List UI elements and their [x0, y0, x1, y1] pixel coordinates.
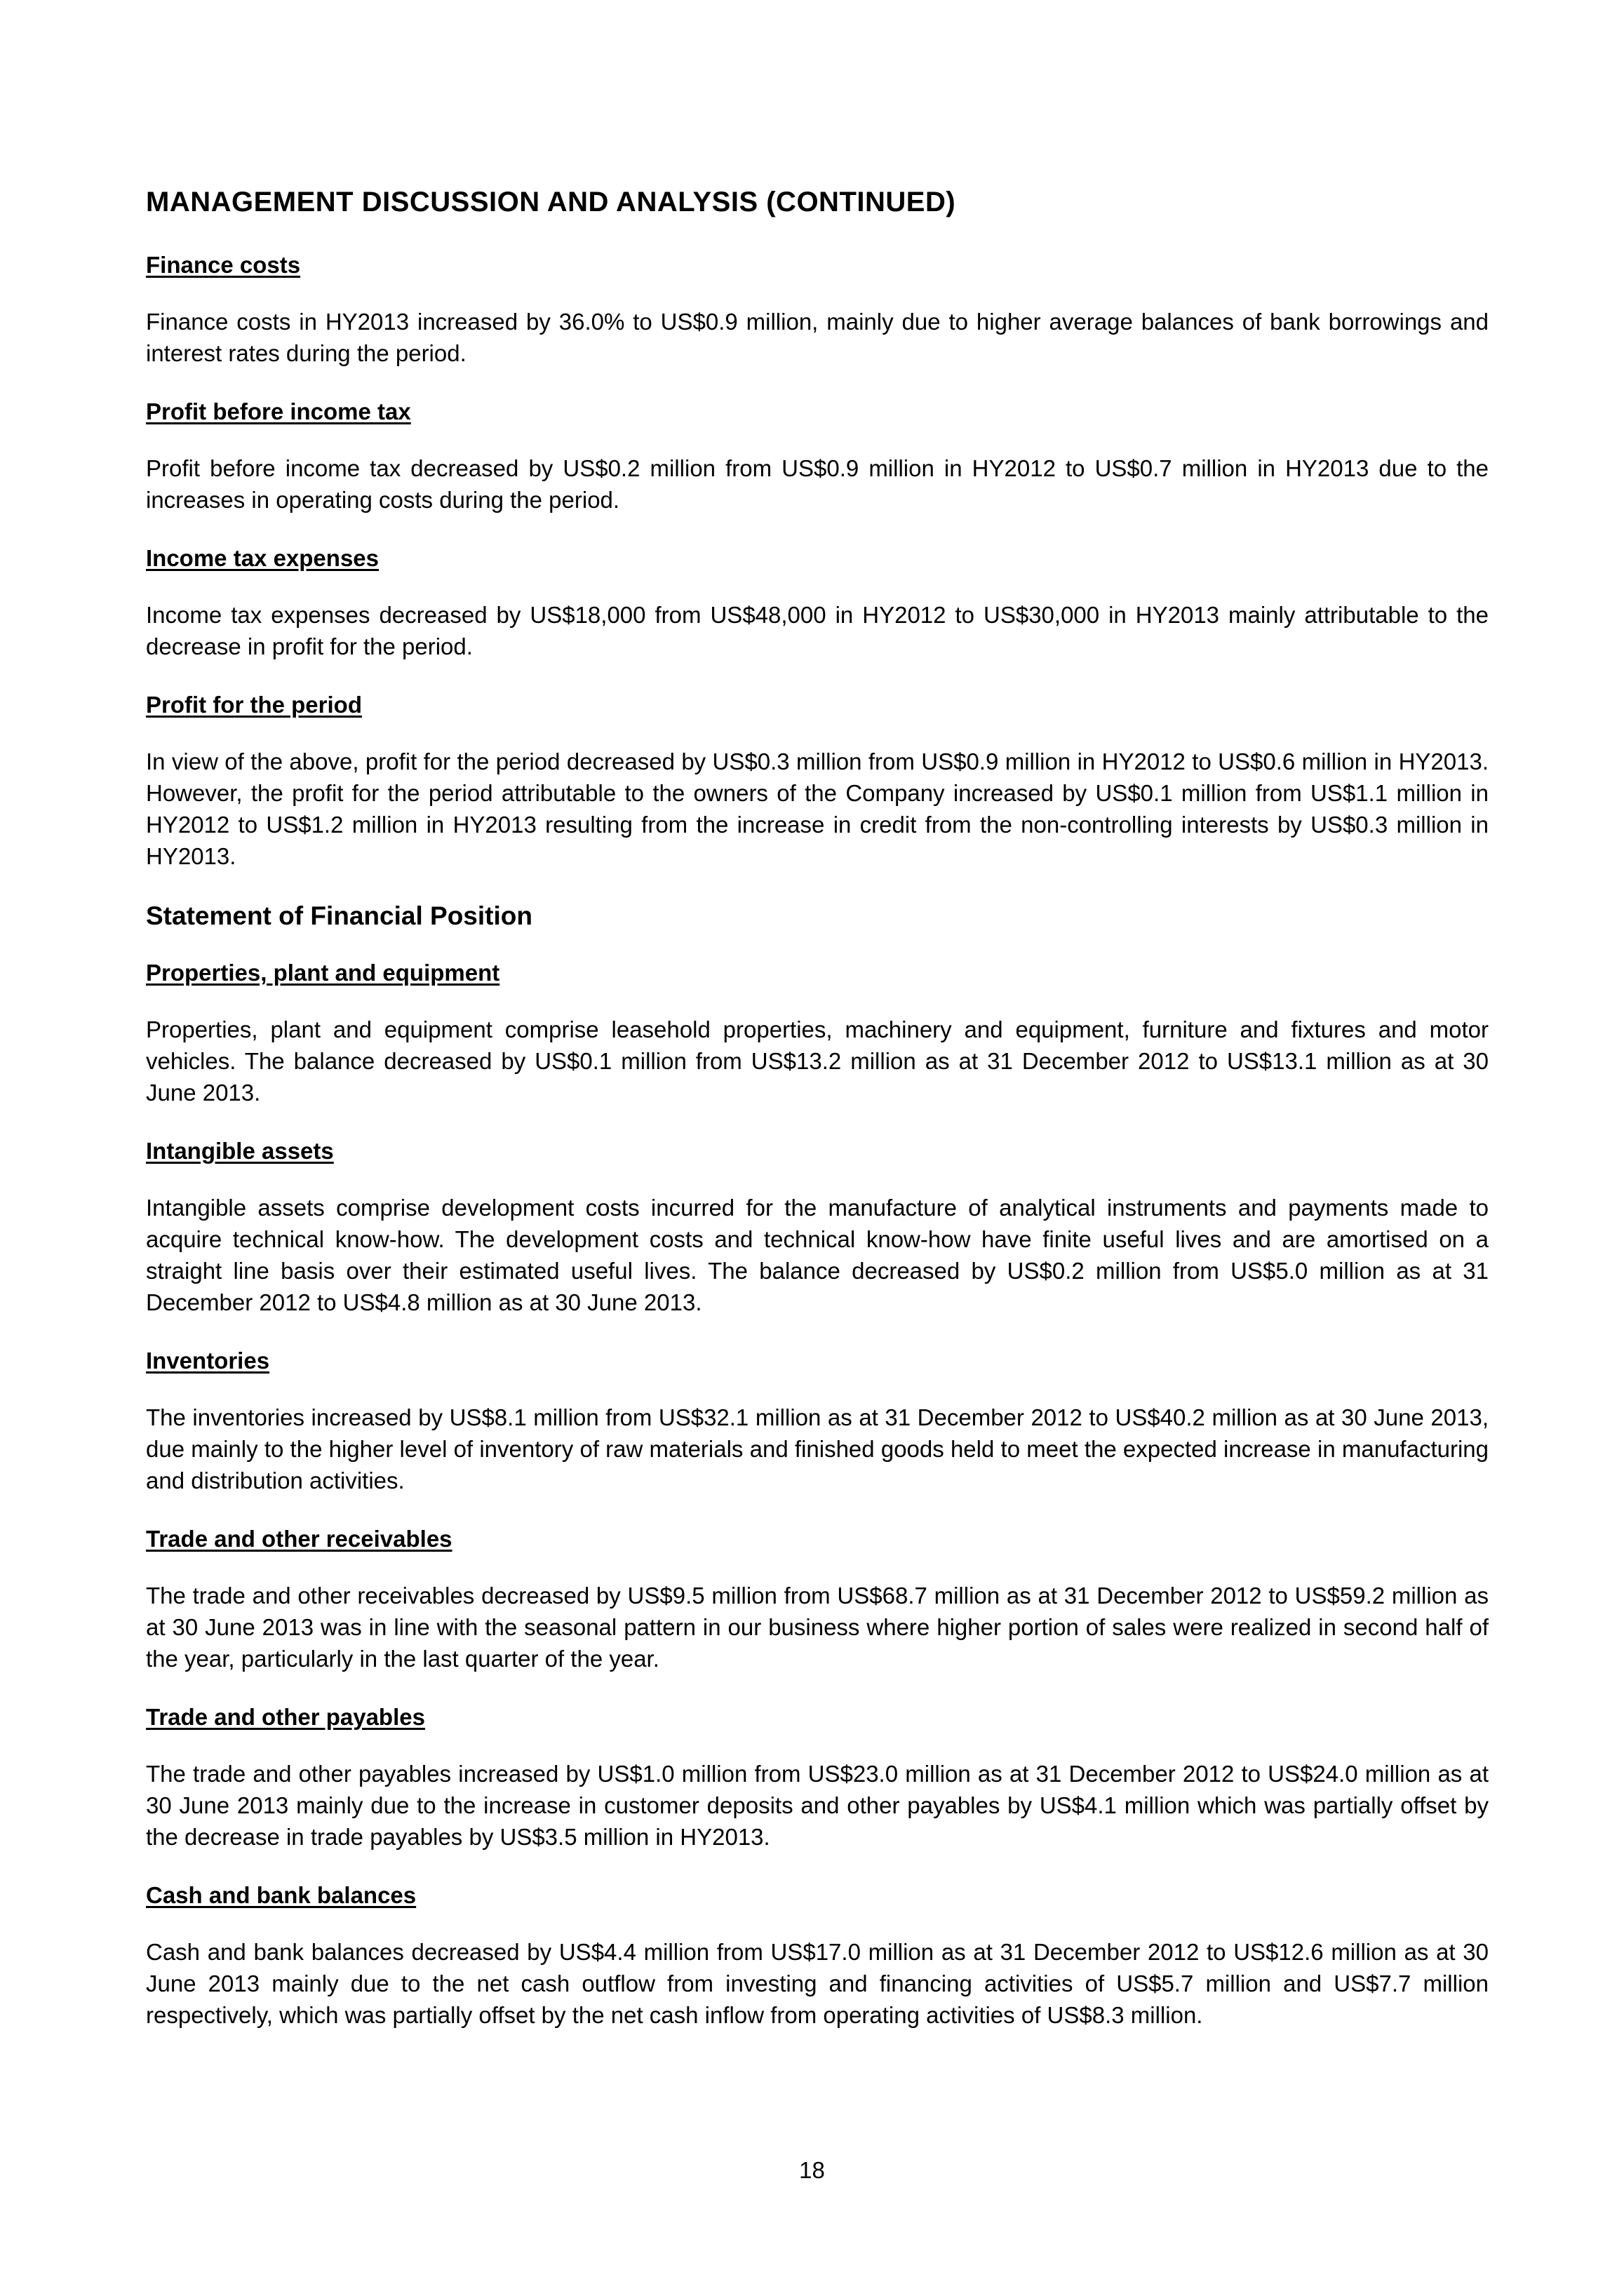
intangible-assets-block [146, 1138, 1489, 1318]
profit-before-tax-paragraph: Profit before income tax decreased by US$0.2 million from US$0.9 million in HY2012 to US$0.7 million in HY2013 due to the increases in operating costs during the period. [146, 455, 1489, 513]
payables-block [146, 1704, 1489, 1853]
profit-period-heading: Profit for the period [146, 692, 362, 718]
receivables-paragraph: The trade and other receivables decreased by US$9.5 million from US$68.7 million as at 31 December 2012 to US$59.2 million as at 30 June 2013 was in line with the seasonal pattern in our business where higher portion of sales were realized in second half of the year, particularly in the last quarter of the year. [146, 1583, 1489, 1672]
page-title: MANAGEMENT DISCUSSION AND ANALYSIS (CONTINUED) [146, 187, 956, 217]
receivables-heading: Trade and other receivables [146, 1526, 452, 1552]
inventories-block [146, 1348, 1489, 1496]
profit-period-paragraph: In view of the above, profit for the period decreased by US$0.3 million from US$0.9 million in HY2012 to US$0.6 million in HY2013. However, the profit for the period attributable to the owners of the Company increased by US$0.1 million from US$1.1 million in HY2012 to US$1.2 million in HY2013 resulting from the increase in credit from the non-controlling interests by US$0.3 million in HY2013. [146, 748, 1489, 869]
profit-before-tax-heading: Profit before income tax [146, 398, 411, 424]
receivables-block [146, 1526, 1489, 1674]
profit-before-tax-block [146, 398, 1489, 516]
intangible-assets-paragraph: Intangible assets comprise development costs incurred for the manufacture of analytical instruments and payments made to acquire technical know-how. The development costs and technical know-how have finite useful lives and are amortised on a straight line basis over their estimated useful lives. The balance decreased by US$0.2 million from US$5.0 million as at 31 December 2012 to US$4.8 million as at 30 June 2013. [146, 1195, 1489, 1315]
ppe-block [146, 960, 1489, 1108]
intangible-assets-heading: Intangible assets [146, 1138, 334, 1164]
inventories-heading: Inventories [146, 1348, 270, 1374]
cash-balances-heading: Cash and bank balances [146, 1882, 417, 1908]
document-page [146, 187, 1489, 2060]
cash-balances-paragraph: Cash and bank balances decreased by US$4.4 million from US$17.0 million as at 31 December 2012 to US$12.6 million as at 30 June 2013 mainly due to the net cash outflow from investing and financing activities of US$5.7 million and US$7.7 million respectively, which was partially offset by the net cash inflow from operating activities of US$8.3 million. [146, 1939, 1489, 2028]
page-number: 18 [799, 2157, 825, 2183]
finance-costs-paragraph: Finance costs in HY2013 increased by 36.0% to US$0.9 million, mainly due to higher average balances of bank borrowings and interest rates during the period. [146, 309, 1489, 366]
payables-paragraph: The trade and other payables increased by US$1.0 million from US$23.0 million as at 31 December 2012 to US$24.0 million as at 30 June 2013 mainly due to the increase in customer deposits and other payables by US$4.1 million which was partially offset by the decrease in trade payables by US$3.5 million in HY2013. [146, 1761, 1489, 1850]
profit-period-block [146, 692, 1489, 872]
finance-costs-heading: Finance costs [146, 252, 301, 278]
income-tax-block [146, 545, 1489, 662]
finance-costs-block [146, 252, 1489, 369]
payables-heading: Trade and other payables [146, 1704, 425, 1730]
ppe-heading: Properties, plant and equipment [146, 960, 500, 986]
ppe-paragraph: Properties, plant and equipment comprise leasehold properties, machinery and equipment, furniture and fixtures and motor vehicles. The balance decreased by US$0.1 million from US$13.2 million as at 31 December 2012 to US$13.1 million as at 30 June 2013. [146, 1016, 1489, 1106]
inventories-paragraph: The inventories increased by US$8.1 million from US$32.1 million as at 31 December 2012 to US$40.2 million as at 30 June 2013, due mainly to the higher level of inventory of raw materials and finished goods held to meet the expected increase in manufacturing and distribution activities. [146, 1404, 1489, 1493]
section-title: Statement of Financial Position [146, 901, 532, 930]
income-tax-paragraph: Income tax expenses decreased by US$18,000 from US$48,000 in HY2012 to US$30,000 in HY2013 mainly attributable to the decrease in profit for the period. [146, 602, 1489, 659]
cash-balances-block [146, 1882, 1489, 2031]
income-tax-heading: Income tax expenses [146, 545, 379, 571]
